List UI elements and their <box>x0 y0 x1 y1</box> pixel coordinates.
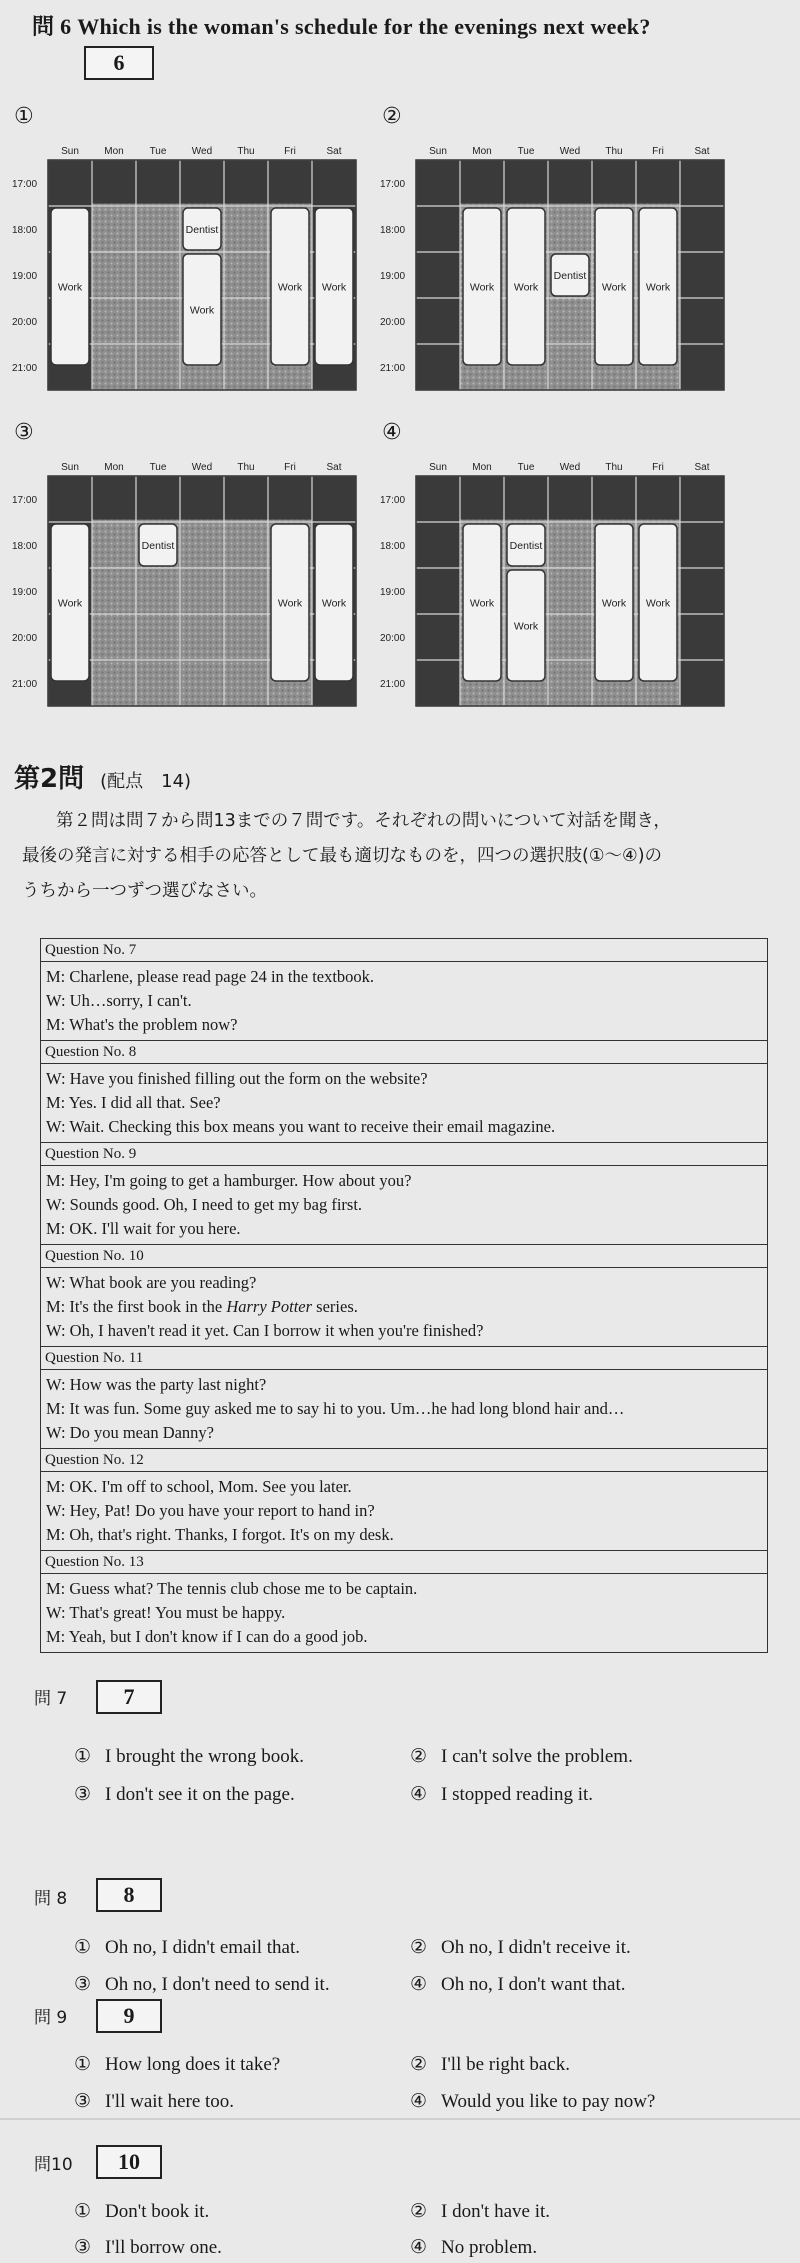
section-2-points: (配点 14) <box>100 771 192 792</box>
dialogue-line-suffix: series. <box>312 1297 358 1316</box>
day-label: Wed <box>559 462 581 473</box>
schedule-chart-1 <box>8 142 358 412</box>
day-label: Mon <box>472 462 492 473</box>
dialogue-body <box>41 1472 768 1551</box>
choice-text: I'll be right back. <box>441 2054 571 2075</box>
choice-text: I don't see it on the page. <box>105 1784 295 1805</box>
day-label: Thu <box>605 146 623 157</box>
event-label: Work <box>513 620 539 633</box>
dialogue-line-text: W: Have you finished filling out the form on the website? <box>46 1069 428 1088</box>
answer-choice[interactable] <box>74 1783 295 1806</box>
schedule-event <box>271 208 309 365</box>
dialogue-line-text: W: Oh, I haven't read it yet. Can I borrow it when you're finished? <box>46 1321 484 1340</box>
day-label: Sun <box>429 146 447 157</box>
schedule-event <box>595 524 633 681</box>
answer-choice[interactable] <box>410 2236 537 2259</box>
dialogue-body <box>41 1370 768 1449</box>
day-label: Tue <box>517 462 535 473</box>
dialogue-line-text: M: OK. I'll wait for you here. <box>46 1219 241 1238</box>
choice-text: Don't book it. <box>105 2201 210 2222</box>
answer-box-6[interactable]: 6 <box>84 46 154 80</box>
answer-choice[interactable] <box>410 1973 625 1996</box>
closed-hour-band <box>48 160 356 204</box>
choice-text: How long does it take? <box>105 2054 281 2075</box>
answer-choice[interactable] <box>410 1936 631 1959</box>
choice-text: I brought the wrong book. <box>105 1746 304 1767</box>
question-label: 問10 <box>34 2155 73 2175</box>
time-label: 21:00 <box>380 363 406 374</box>
dialogue-body <box>41 1166 768 1245</box>
time-label: 19:00 <box>380 587 406 598</box>
choice-number-icon: ① <box>74 2200 92 2222</box>
option-2-mark[interactable]: ② <box>382 104 402 129</box>
dialogue-body <box>41 1268 768 1347</box>
dialogue-line-text: W: What book are you reading? <box>46 1273 257 1292</box>
choice-number-icon: ④ <box>410 2090 428 2112</box>
schedule-event <box>51 208 89 365</box>
dialogue-line-text: M: What's the problem now? <box>46 1015 238 1034</box>
dialogue-script-table <box>40 938 768 1653</box>
dialogue-line <box>46 1397 762 1421</box>
event-label: Dentist <box>553 270 587 282</box>
schedule-event <box>639 524 677 681</box>
event-label: Work <box>189 304 215 317</box>
time-label: 17:00 <box>12 495 38 506</box>
dialogue-line <box>46 1067 762 1091</box>
day-label: Thu <box>605 462 623 473</box>
option-4-mark[interactable]: ④ <box>382 420 402 445</box>
dialogue-line <box>46 1421 762 1445</box>
day-label: Sun <box>429 462 447 473</box>
schedule-event <box>507 524 545 566</box>
dialogue-line <box>46 1295 762 1319</box>
choice-number-icon: ① <box>74 1745 92 1767</box>
choice-text: I'll borrow one. <box>105 2237 222 2258</box>
dialogue-line-text: M: Oh, that's right. Thanks, I forgot. It's on my desk. <box>46 1525 394 1544</box>
question-6-title: 問 6 Which is the woman's schedule for the evenings next week? <box>32 14 651 39</box>
dialogue-line <box>46 1091 762 1115</box>
answer-box[interactable]: 9 <box>96 1999 162 2033</box>
day-label: Tue <box>517 146 535 157</box>
dialogue-line <box>46 1217 762 1241</box>
dialogue-line <box>46 1499 762 1523</box>
choice-text: Oh no, I don't need to send it. <box>105 1974 330 1995</box>
choice-text: No problem. <box>441 2237 538 2258</box>
schedule-chart-2 <box>376 142 726 412</box>
answer-box[interactable]: 7 <box>96 1680 162 1714</box>
dialogue-line <box>46 1013 762 1037</box>
instruction-line-3: うちから一つずつ選びなさい。 <box>22 881 267 901</box>
question-header: Question No. 7 <box>41 939 768 962</box>
time-label: 18:00 <box>12 541 38 552</box>
choice-text: I can't solve the problem. <box>441 1746 633 1767</box>
dialogue-body <box>41 1574 768 1653</box>
event-label: Work <box>469 281 495 294</box>
choice-number-icon: ③ <box>74 1783 92 1805</box>
time-label: 19:00 <box>12 587 38 598</box>
question-header: Question No. 11 <box>41 1347 768 1370</box>
day-label: Sat <box>326 146 342 157</box>
choice-number-icon: ④ <box>410 1973 428 1995</box>
section-2-title: 第2問 <box>14 764 85 794</box>
time-label: 19:00 <box>380 271 406 282</box>
answer-box[interactable]: 8 <box>96 1878 162 1912</box>
schedule-event <box>315 524 353 681</box>
answer-choice[interactable] <box>74 1973 330 1996</box>
dialogue-body <box>41 962 768 1041</box>
dialogue-line-text: M: Yes. I did all that. See? <box>46 1093 221 1112</box>
day-label: Fri <box>284 146 296 157</box>
closed-hour-band <box>416 160 724 204</box>
time-label: 18:00 <box>380 225 406 236</box>
day-label: Mon <box>472 146 492 157</box>
event-label: Work <box>321 597 347 610</box>
dialogue-line <box>46 1523 762 1547</box>
dialogue-line-text: W: Wait. Checking this box means you want to receive their email magazine. <box>46 1117 556 1136</box>
dialogue-line <box>46 1625 762 1649</box>
schedule-event <box>139 524 177 566</box>
answer-choice[interactable] <box>410 2053 570 2076</box>
day-label: Mon <box>104 146 124 157</box>
choice-text: I'll wait here too. <box>105 2091 235 2112</box>
event-label: Work <box>601 281 627 294</box>
day-label: Fri <box>652 462 664 473</box>
day-label: Tue <box>149 146 167 157</box>
question-label: 問 9 <box>34 2008 68 2028</box>
choice-text: I don't have it. <box>441 2201 550 2222</box>
schedule-event <box>463 524 501 681</box>
option-1-mark[interactable]: ① <box>14 104 34 129</box>
section-2-heading <box>14 758 191 795</box>
schedule-event <box>507 208 545 365</box>
day-label: Mon <box>104 462 124 473</box>
answer-box[interactable]: 10 <box>96 2145 162 2179</box>
day-label: Sun <box>61 146 79 157</box>
time-label: 20:00 <box>12 633 38 644</box>
dialogue-line <box>46 1319 762 1343</box>
schedule-chart-4 <box>376 458 726 728</box>
answer-choice[interactable] <box>74 2090 234 2113</box>
choice-number-icon: ② <box>410 1745 428 1767</box>
dialogue-line <box>46 989 762 1013</box>
schedule-event <box>507 570 545 681</box>
day-label: Sat <box>694 146 710 157</box>
event-label: Work <box>645 281 671 294</box>
question-header: Question No. 13 <box>41 1551 768 1574</box>
question-label: 問 8 <box>34 1889 68 1909</box>
schedule-event <box>551 254 589 296</box>
answer-choice[interactable] <box>410 1783 593 1806</box>
dialogue-line-text: W: Uh…sorry, I can't. <box>46 991 192 1010</box>
schedule-event <box>51 524 89 681</box>
dialogue-line <box>46 1373 762 1397</box>
event-label: Dentist <box>509 540 543 552</box>
choice-text: Oh no, I don't want that. <box>441 1974 626 1995</box>
schedule-chart-3 <box>8 458 358 728</box>
schedule-event <box>463 208 501 365</box>
day-label: Wed <box>191 146 213 157</box>
time-label: 17:00 <box>12 179 38 190</box>
choice-number-icon: ③ <box>74 2090 92 2112</box>
schedule-event <box>183 254 221 365</box>
event-label: Work <box>57 281 83 294</box>
dialogue-line-text: M: It's the first book in the <box>46 1297 227 1316</box>
dialogue-line-text: M: Yeah, but I don't know if I can do a good job. <box>46 1627 368 1646</box>
dialogue-line-text: M: It was fun. Some guy asked me to say hi to you. Um…he had long blond hair and… <box>46 1399 625 1418</box>
option-3-mark[interactable]: ③ <box>14 420 34 445</box>
time-label: 17:00 <box>380 179 406 190</box>
question-header: Question No. 9 <box>41 1143 768 1166</box>
answer-choice[interactable] <box>74 2236 222 2259</box>
time-label: 20:00 <box>380 317 406 328</box>
dialogue-line-text: W: Sounds good. Oh, I need to get my bag first. <box>46 1195 363 1214</box>
book-title: Harry Potter <box>226 1297 313 1316</box>
question-label: 問 7 <box>34 1689 68 1709</box>
choice-text: Oh no, I didn't email that. <box>105 1937 301 1958</box>
dialogue-line <box>46 1577 762 1601</box>
day-label: Wed <box>559 146 581 157</box>
dialogue-line-text: M: Hey, I'm going to get a hamburger. How about you? <box>46 1171 412 1190</box>
event-label: Work <box>513 281 539 294</box>
time-label: 21:00 <box>12 679 38 690</box>
time-label: 20:00 <box>380 633 406 644</box>
event-label: Dentist <box>185 224 219 236</box>
time-label: 17:00 <box>380 495 406 506</box>
dialogue-line <box>46 1601 762 1625</box>
event-label: Work <box>601 597 627 610</box>
day-label: Sat <box>326 462 342 473</box>
choice-number-icon: ① <box>74 1936 92 1958</box>
choice-number-icon: ② <box>410 1936 428 1958</box>
choice-text: Would you like to pay now? <box>441 2091 656 2112</box>
choice-number-icon: ④ <box>410 1783 428 1805</box>
dialogue-line-text: W: Do you mean Danny? <box>46 1423 215 1442</box>
choice-text: I stopped reading it. <box>441 1784 594 1805</box>
event-label: Work <box>469 597 495 610</box>
answer-choice[interactable] <box>410 2090 655 2113</box>
paper-crease <box>0 2118 800 2120</box>
choice-number-icon: ③ <box>74 1973 92 1995</box>
time-label: 20:00 <box>12 317 38 328</box>
dialogue-line-text: W: How was the party last night? <box>46 1375 267 1394</box>
day-label: Fri <box>652 146 664 157</box>
answer-choice[interactable] <box>74 1745 304 1768</box>
dialogue-line <box>46 1193 762 1217</box>
question-header: Question No. 10 <box>41 1245 768 1268</box>
answer-choice[interactable] <box>410 2200 550 2223</box>
section-2-instructions <box>22 804 782 909</box>
choice-text: Oh no, I didn't receive it. <box>441 1937 631 1958</box>
answer-choice[interactable] <box>410 1745 633 1768</box>
event-label: Dentist <box>141 540 175 552</box>
event-label: Work <box>277 281 303 294</box>
day-label: Thu <box>237 146 255 157</box>
question-header: Question No. 8 <box>41 1041 768 1064</box>
choice-number-icon: ① <box>74 2053 92 2075</box>
day-label: Sun <box>61 462 79 473</box>
question-header: Question No. 12 <box>41 1449 768 1472</box>
choice-number-icon: ③ <box>74 2236 92 2258</box>
dialogue-line-text: M: OK. I'm off to school, Mom. See you later. <box>46 1477 352 1496</box>
dialogue-line-text: W: Hey, Pat! Do you have your report to hand in? <box>46 1501 375 1520</box>
day-label: Wed <box>191 462 213 473</box>
event-label: Work <box>277 597 303 610</box>
schedule-event <box>639 208 677 365</box>
dialogue-body <box>41 1064 768 1143</box>
dialogue-line <box>46 1115 762 1139</box>
closed-hour-band <box>48 476 356 520</box>
time-label: 19:00 <box>12 271 38 282</box>
choice-number-icon: ② <box>410 2200 428 2222</box>
dialogue-line <box>46 1169 762 1193</box>
closed-hour-band <box>416 476 724 520</box>
instruction-line-2: 最後の発言に対する相手の応答として最も適切なものを，四つの選択肢(①～④)の <box>22 846 663 866</box>
answer-choice[interactable] <box>74 2200 209 2223</box>
answer-choice[interactable] <box>74 1936 300 1959</box>
dialogue-line-text: W: That's great! You must be happy. <box>46 1603 286 1622</box>
schedule-event <box>183 208 221 250</box>
dialogue-line-text: M: Charlene, please read page 24 in the textbook. <box>46 967 375 986</box>
schedule-event <box>271 524 309 681</box>
day-label: Fri <box>284 462 296 473</box>
time-label: 18:00 <box>380 541 406 552</box>
time-label: 21:00 <box>12 363 38 374</box>
schedule-event <box>595 208 633 365</box>
event-label: Work <box>321 281 347 294</box>
schedule-event <box>315 208 353 365</box>
dialogue-line <box>46 965 762 989</box>
day-label: Sat <box>694 462 710 473</box>
dialogue-line <box>46 1475 762 1499</box>
choice-number-icon: ② <box>410 2053 428 2075</box>
choice-number-icon: ④ <box>410 2236 428 2258</box>
answer-choice[interactable] <box>74 2053 280 2076</box>
day-label: Tue <box>149 462 167 473</box>
event-label: Work <box>57 597 83 610</box>
day-label: Thu <box>237 462 255 473</box>
instruction-line-1: 第２問は問７から問13までの７問です。それぞれの問いについて対話を聞き， <box>56 811 671 831</box>
dialogue-line <box>46 1271 762 1295</box>
dialogue-line-text: M: Guess what? The tennis club chose me to be captain. <box>46 1579 418 1598</box>
time-label: 18:00 <box>12 225 38 236</box>
event-label: Work <box>645 597 671 610</box>
time-label: 21:00 <box>380 679 406 690</box>
